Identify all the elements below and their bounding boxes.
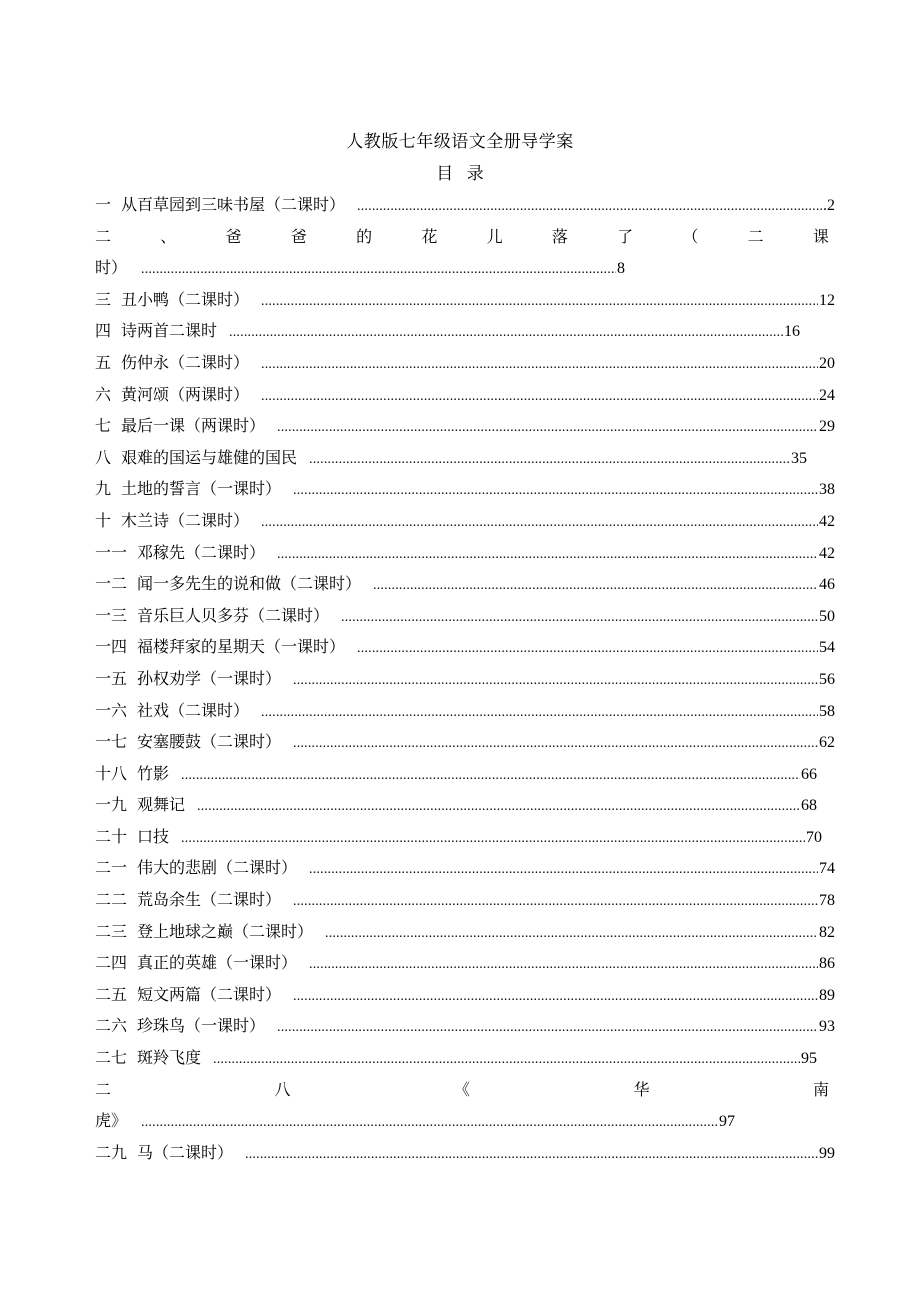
toc-entry[interactable] xyxy=(95,663,835,695)
toc-entry-page: 86 xyxy=(819,955,835,973)
toc-entry-title: 木兰诗（二课时） xyxy=(121,510,250,530)
toc-entry[interactable] xyxy=(95,758,817,790)
toc-entry[interactable] xyxy=(95,284,835,316)
toc-char: 二 xyxy=(747,226,764,246)
toc-char: （ xyxy=(682,226,699,246)
toc-entry-page: 78 xyxy=(819,892,835,910)
toc-entry-number: 二九 xyxy=(95,1142,128,1162)
toc-entry-number: 二七 xyxy=(95,1048,128,1068)
toc-char: 八 xyxy=(274,1079,291,1099)
toc-entry[interactable] xyxy=(95,379,835,411)
toc-char: 、 xyxy=(160,226,177,246)
toc-entry-page: 46 xyxy=(819,576,835,594)
toc-entry-number: 八 xyxy=(95,447,112,467)
toc-leader-dots xyxy=(293,728,818,760)
toc-leader-dots xyxy=(261,286,818,318)
toc-entry[interactable] xyxy=(95,1074,835,1137)
toc-entry-page: 42 xyxy=(819,512,835,530)
toc-entry-title: 土地的誓言（一课时） xyxy=(121,479,282,499)
toc-entry[interactable] xyxy=(95,789,817,821)
toc-entry-page: 8 xyxy=(617,260,625,278)
toc-entry-page: 95 xyxy=(801,1050,817,1068)
toc-leader-dots xyxy=(261,697,818,729)
toc-entry-page: 56 xyxy=(819,670,835,688)
toc-entry-title: 闻一多先生的说和做（二课时） xyxy=(137,574,362,594)
toc-entry-number: 二二 xyxy=(95,890,128,910)
toc-entry-number: 六 xyxy=(95,384,112,404)
toc-leader-dots xyxy=(325,918,818,950)
toc-entry-number: 二一 xyxy=(95,858,128,878)
toc-entry-page: 82 xyxy=(819,923,835,941)
toc-entry-title: 从百草园到三味书屋（二课时） xyxy=(121,195,346,214)
toc-entry[interactable] xyxy=(95,726,835,758)
toc-entry-justified-line xyxy=(95,221,829,253)
toc-leader-dots xyxy=(213,1044,800,1076)
toc-leader-dots xyxy=(293,475,818,507)
toc-entry-page: 62 xyxy=(819,734,835,752)
toc-char: 南 xyxy=(812,1079,829,1099)
toc-leader-dots xyxy=(277,412,818,444)
toc-entry-page: 99 xyxy=(819,1144,835,1162)
toc-entry-title-tail: 时） xyxy=(95,258,128,278)
toc-entry[interactable] xyxy=(95,1137,835,1169)
toc-entry-page: 66 xyxy=(801,765,817,783)
toc-entry-number: 二五 xyxy=(95,984,128,1004)
toc-entry-page: 50 xyxy=(819,607,835,625)
toc-entry-title-tail: 虎》 xyxy=(95,1111,128,1131)
toc-entry-number: 十 xyxy=(95,510,112,530)
toc-entry-page: 70 xyxy=(806,828,822,846)
toc-char: 爸 xyxy=(225,226,242,246)
toc-entry-page: 38 xyxy=(819,481,835,499)
toc-entry[interactable] xyxy=(95,442,807,474)
toc-char: 爸 xyxy=(290,226,307,246)
toc-entry-page: 42 xyxy=(819,544,835,562)
toc-entry-number: 二六 xyxy=(95,1016,128,1036)
toc-entry-title: 伤仲永（二课时） xyxy=(121,352,250,372)
toc-entry-number: 一四 xyxy=(95,637,128,657)
toc-entry-title: 登上地球之巅（二课时） xyxy=(137,921,314,941)
toc-entry[interactable] xyxy=(95,852,835,884)
toc-leader-dots xyxy=(309,854,818,886)
toc-entry[interactable] xyxy=(95,1042,817,1074)
toc-leader-dots xyxy=(341,602,818,634)
toc-entry-title: 伟大的悲剧（二课时） xyxy=(137,858,298,878)
toc-entry-page: 58 xyxy=(819,702,835,720)
toc-entry-number: 十八 xyxy=(95,763,128,783)
toc-entry[interactable] xyxy=(95,1010,835,1042)
toc-entry[interactable] xyxy=(95,600,835,632)
toc-char: 落 xyxy=(551,226,568,246)
toc-leader-dots xyxy=(277,1012,818,1044)
toc-entry[interactable] xyxy=(95,568,835,600)
toc-entry[interactable] xyxy=(95,979,835,1011)
toc-leader-dots xyxy=(261,507,818,539)
toc-char: 儿 xyxy=(486,226,503,246)
toc-entry-page: 93 xyxy=(819,1018,835,1036)
toc-leader-dots xyxy=(293,665,818,697)
toc-entry-number: 一九 xyxy=(95,795,128,815)
toc-entry-title: 福楼拜家的星期天（一课时） xyxy=(137,637,346,657)
toc-entry-tail xyxy=(95,252,625,284)
toc-entry[interactable] xyxy=(95,631,835,663)
toc-entry-title: 观舞记 xyxy=(137,795,186,815)
toc-entry-title: 邓稼先（二课时） xyxy=(137,542,266,562)
toc-entry-page: 12 xyxy=(819,291,835,309)
toc-entry-title: 音乐巨人贝多芬（二课时） xyxy=(137,605,330,625)
toc-leader-dots xyxy=(357,191,822,223)
toc-entry-page: 68 xyxy=(801,797,817,815)
toc-char: 二 xyxy=(95,1079,112,1099)
toc-entry[interactable] xyxy=(95,221,835,284)
toc-entry-title: 最后一课（两课时） xyxy=(121,416,266,436)
toc-leader-dots xyxy=(197,791,800,823)
toc-char: 《 xyxy=(453,1079,470,1099)
toc-entry-number: 三 xyxy=(95,289,112,309)
toc-entry-title: 艰难的国运与雄健的国民 xyxy=(121,447,298,467)
toc-entry-number: 五 xyxy=(95,352,112,372)
toc-leader-dots xyxy=(245,1139,818,1171)
toc-entry-number: 一二 xyxy=(95,574,128,594)
toc-entry-page: 29 xyxy=(819,418,835,436)
toc-leader-dots xyxy=(309,444,790,476)
toc-leader-dots xyxy=(181,823,805,855)
toc-entry-number: 二十 xyxy=(95,826,128,846)
document-title: 人教版七年级语文全册导学案 xyxy=(346,132,574,152)
toc-entry-tail xyxy=(95,1105,735,1137)
toc-entry-justified-line xyxy=(95,1074,829,1106)
toc-heading: 目 录 xyxy=(436,164,484,184)
toc-entry-page: 97 xyxy=(719,1113,735,1131)
toc-entry-page: 20 xyxy=(819,354,835,372)
toc-entry-page: 54 xyxy=(819,639,835,657)
toc-char: 了 xyxy=(617,226,634,246)
toc-char: 的 xyxy=(356,226,373,246)
toc-char: 二 xyxy=(95,226,112,246)
toc-leader-dots xyxy=(277,539,818,571)
toc-leader-dots xyxy=(261,381,818,413)
toc-entry-title: 珍珠鸟（一课时） xyxy=(137,1016,266,1036)
toc-entry[interactable] xyxy=(95,947,835,979)
toc-entry[interactable] xyxy=(95,410,835,442)
toc-entry[interactable] xyxy=(95,884,835,916)
toc-entry-page: 24 xyxy=(819,386,835,404)
toc-entry-page: 16 xyxy=(784,323,800,341)
toc-entry-number: 一七 xyxy=(95,732,128,752)
toc-entry-title: 真正的英雄（一课时） xyxy=(137,953,298,973)
toc-leader-dots xyxy=(229,317,783,349)
toc-leader-dots xyxy=(181,760,800,792)
toc-entry-number: 一六 xyxy=(95,700,128,720)
toc-entry-page: .2 xyxy=(823,197,835,214)
toc-entry-title: 马（二课时） xyxy=(137,1142,234,1162)
toc-entry[interactable] xyxy=(95,347,835,379)
toc-entry-page: 35 xyxy=(791,449,807,467)
toc-entry-number: 二四 xyxy=(95,953,128,973)
toc-entry-number: 四 xyxy=(95,321,112,341)
toc-leader-dots xyxy=(141,254,616,286)
toc-entry-title: 安塞腰鼓（二课时） xyxy=(137,732,282,752)
toc-char: 课 xyxy=(812,226,829,246)
toc-entry-number: 七 xyxy=(95,416,112,436)
toc-entry-title: 斑羚飞度 xyxy=(137,1048,202,1068)
toc-entry[interactable] xyxy=(95,315,800,347)
toc-entry-page: 74 xyxy=(819,860,835,878)
toc-entry-title: 社戏（二课时） xyxy=(137,700,250,720)
toc-entry-title: 黄河颂（两课时） xyxy=(121,384,250,404)
toc-entry-title: 丑小鸭（二课时） xyxy=(121,289,250,309)
toc-leader-dots xyxy=(261,349,818,381)
toc-entry-title: 荒岛余生（二课时） xyxy=(137,890,282,910)
toc-leader-dots xyxy=(141,1107,718,1139)
toc-leader-dots xyxy=(373,570,818,602)
toc-leader-dots xyxy=(357,633,818,665)
toc-leader-dots xyxy=(293,886,818,918)
toc-entry-title: 口技 xyxy=(137,826,170,846)
toc-entry-title: 诗两首二课时 xyxy=(121,321,218,341)
table-of-contents xyxy=(95,189,835,1168)
toc-char: 华 xyxy=(633,1079,650,1099)
toc-entry-page: 89 xyxy=(819,986,835,1004)
toc-entry-number: 一 xyxy=(95,195,112,214)
toc-entry-number: 九 xyxy=(95,479,112,499)
toc-entry-title: 竹影 xyxy=(137,763,170,783)
toc-entry[interactable] xyxy=(95,537,835,569)
toc-leader-dots xyxy=(293,981,818,1013)
toc-entry-number: 一五 xyxy=(95,668,128,688)
toc-entry[interactable] xyxy=(95,505,835,537)
toc-entry-number: 一三 xyxy=(95,605,128,625)
toc-entry[interactable] xyxy=(95,821,822,853)
toc-entry-number: 一一 xyxy=(95,542,128,562)
toc-entry[interactable] xyxy=(95,695,835,727)
toc-entry[interactable] xyxy=(95,473,835,505)
toc-entry-title: 短文两篇（二课时） xyxy=(137,984,282,1004)
toc-entry[interactable] xyxy=(95,916,835,948)
toc-char: 花 xyxy=(421,226,438,246)
toc-entry-title: 孙权劝学（一课时） xyxy=(137,668,282,688)
toc-entry[interactable] xyxy=(95,189,835,221)
toc-entry-number: 二三 xyxy=(95,921,128,941)
toc-leader-dots xyxy=(309,949,818,981)
